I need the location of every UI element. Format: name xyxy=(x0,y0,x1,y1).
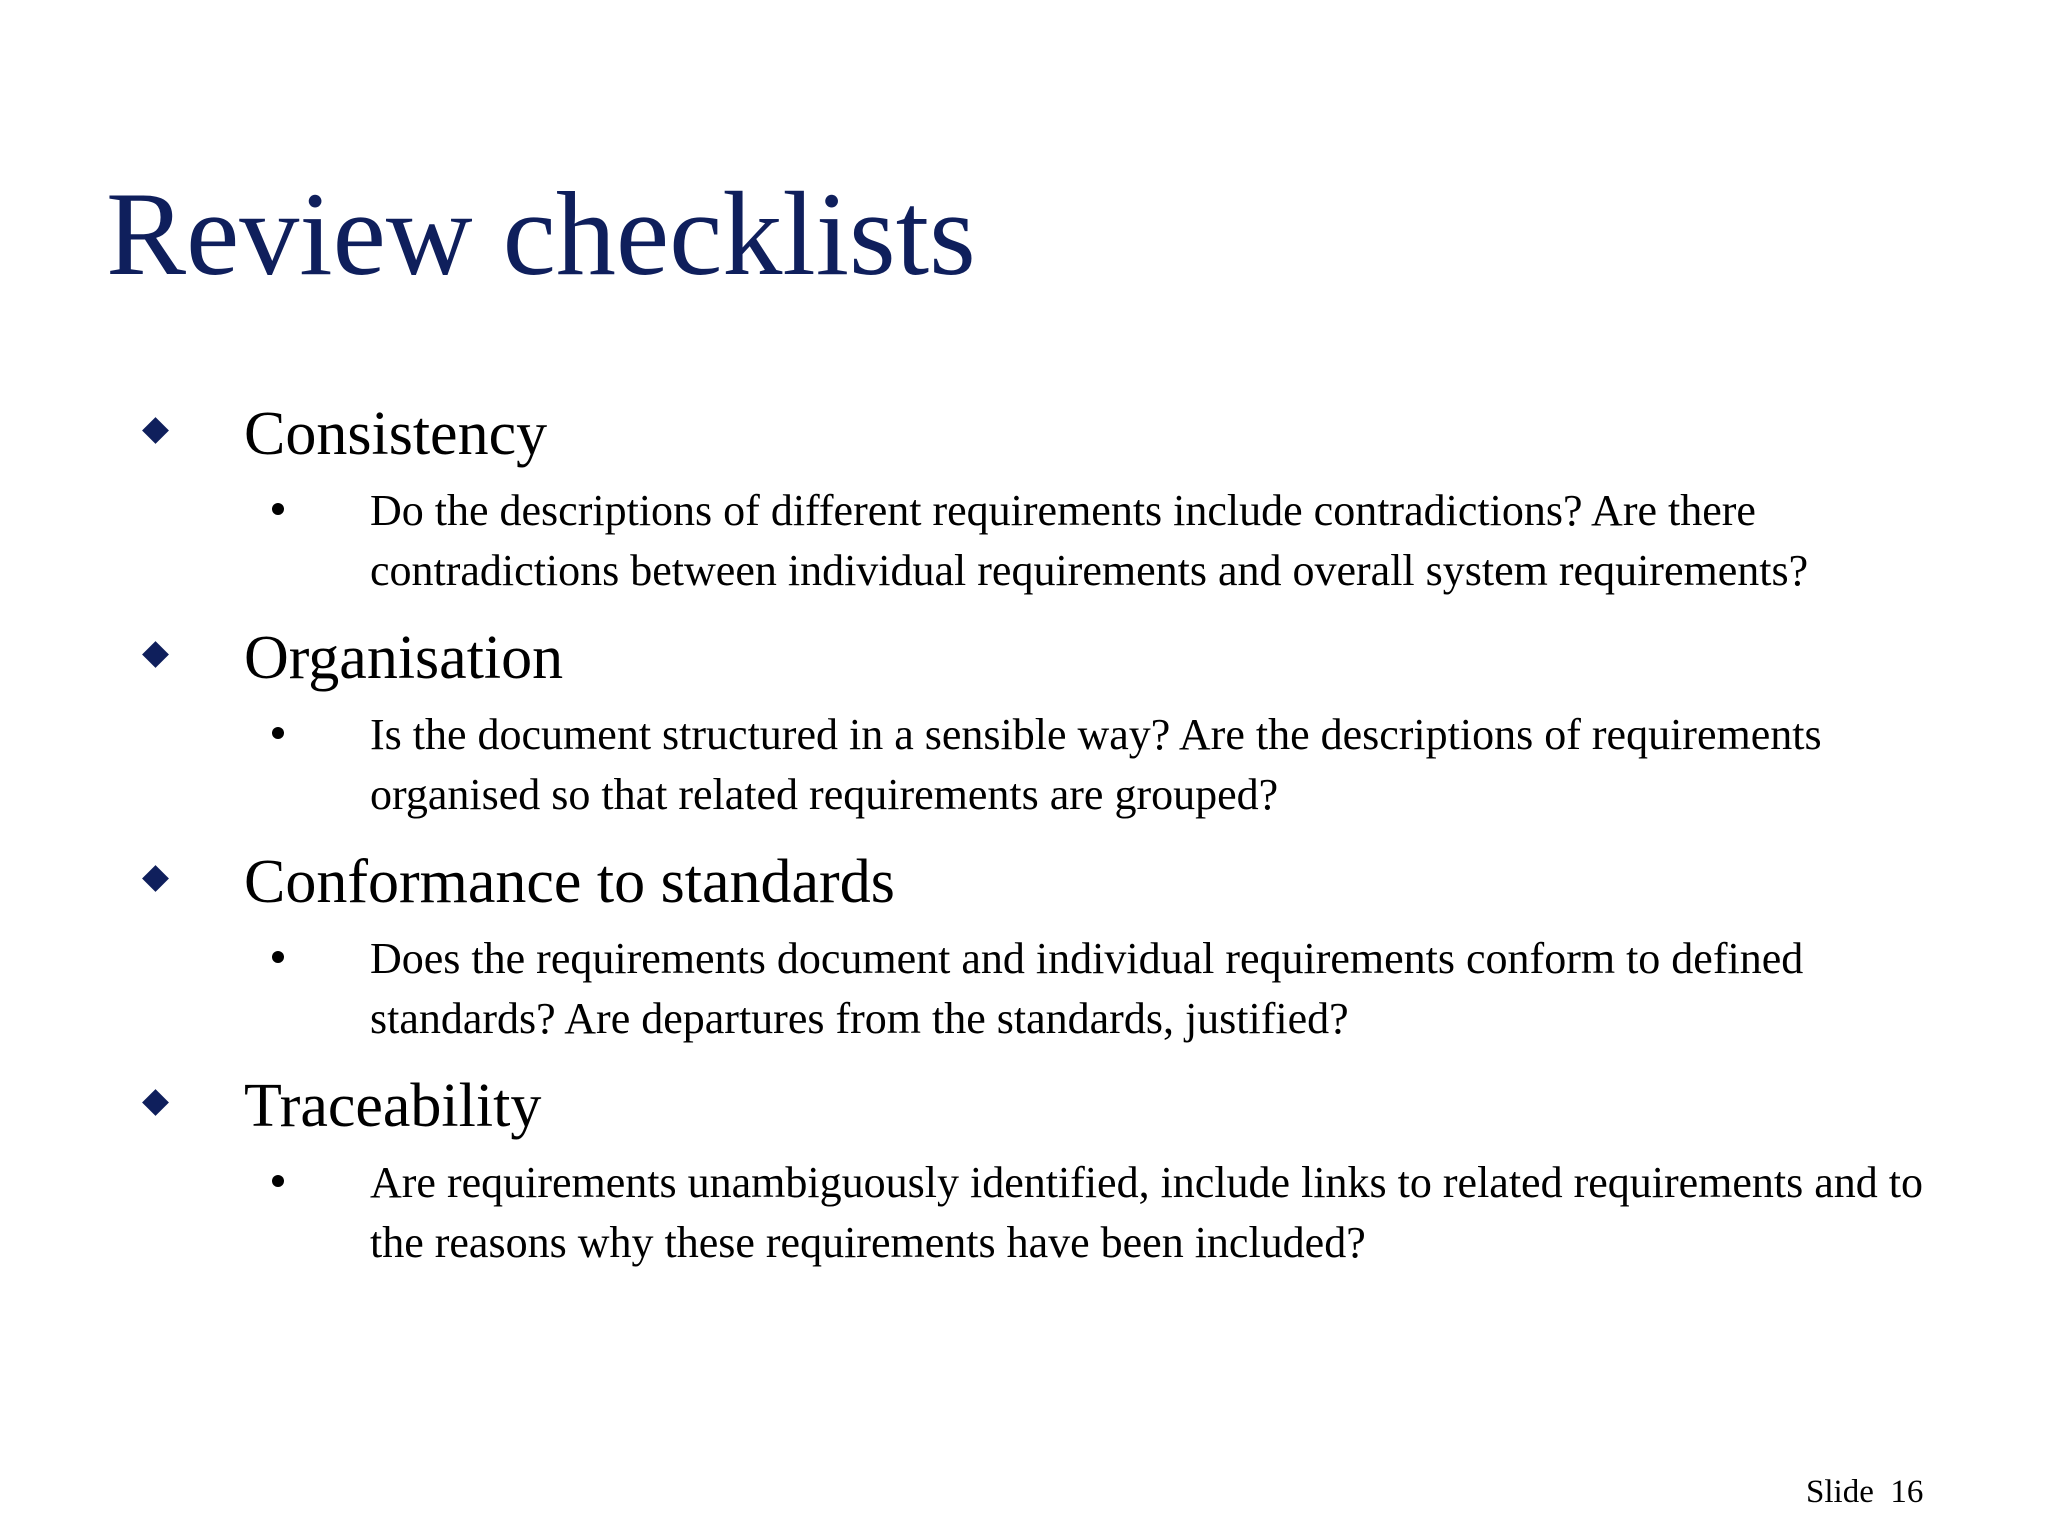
sub-bullet-text: Does the requirements document and individual requirements conform to defined standards? Are departures from the standards, justified? xyxy=(370,934,1804,1043)
bullet-point-organisation xyxy=(0,619,2048,825)
sub-bullet-text: Is the document structured in a sensible way? Are the descriptions of requirements organised so that related requirements are grouped? xyxy=(370,710,1822,819)
bullet-list xyxy=(0,395,2048,1273)
sub-bullet xyxy=(0,929,2048,1049)
bullet-heading: Traceability xyxy=(244,1072,542,1140)
dot-bullet-icon xyxy=(272,503,284,515)
bullet-point-conformance xyxy=(0,843,2048,1049)
slide-number-value: 16 xyxy=(1890,1474,1924,1510)
slide-number-label: Slide xyxy=(1806,1474,1874,1510)
bullet-heading: Consistency xyxy=(244,400,548,468)
dot-bullet-icon xyxy=(272,727,284,739)
sub-bullet xyxy=(0,1153,2048,1273)
bullet-point-traceability xyxy=(0,1067,2048,1273)
diamond-bullet-icon xyxy=(142,641,169,668)
dot-bullet-icon xyxy=(272,951,284,963)
sub-bullet-text: Are requirements unambiguously identified, include links to related requirements and to the reasons why these requirements have been included? xyxy=(370,1158,1924,1267)
bullet-heading: Conformance to standards xyxy=(244,848,895,916)
diamond-bullet-icon xyxy=(142,865,169,892)
diamond-bullet-icon xyxy=(142,417,169,444)
slide-title: Review checklists xyxy=(106,167,976,300)
dot-bullet-icon xyxy=(272,1175,284,1187)
sub-bullet xyxy=(0,481,2048,601)
slide-number xyxy=(1806,1474,1923,1511)
bullet-point-consistency xyxy=(0,395,2048,601)
sub-bullet-text: Do the descriptions of different requirements include contradictions? Are there contradictions between individual requirements and overall system requirements? xyxy=(370,486,1809,595)
sub-bullet xyxy=(0,705,2048,825)
diamond-bullet-icon xyxy=(142,1089,169,1116)
bullet-heading: Organisation xyxy=(244,624,564,692)
